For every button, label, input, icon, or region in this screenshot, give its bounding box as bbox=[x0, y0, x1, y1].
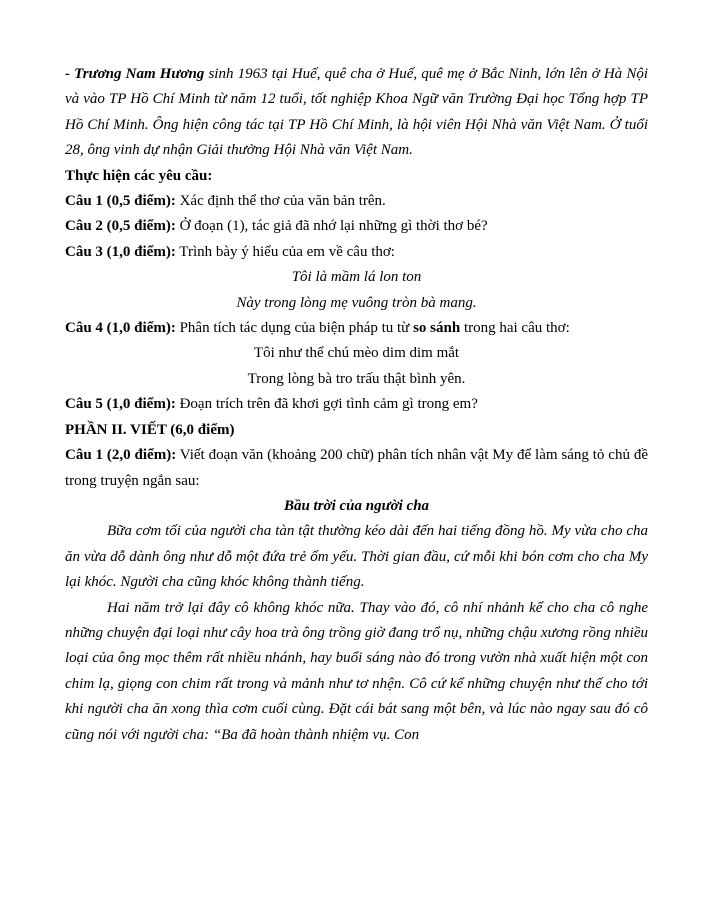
author-name: - Trương Nam Hương bbox=[65, 66, 205, 82]
writing-question-1-label: Câu 1 (2,0 điểm): bbox=[65, 447, 177, 464]
story-paragraph: Bữa cơm tối của người cha tàn tật thường kéo dài đến hai tiếng đồng hồ. My vừa cho cha ăn vừa dỗ dành ông như dỗ một đứa trẻ ốm yếu. Thời gian đầu, cứ mỗi khi bón cơm cho cha My lại khóc. Người cha cũng khóc không thành tiếng. bbox=[65, 523, 648, 591]
question-3-verse-line: Này trong lòng mẹ vuông tròn bà mang. bbox=[236, 294, 477, 311]
question-2-text: Ở đoạn (1), tác giả đã nhớ lại những gì thời thơ bé? bbox=[175, 218, 488, 235]
part-2-heading: PHẦN II. VIẾT (6,0 điểm) bbox=[65, 421, 235, 438]
question-3-verse-line: Tôi là mầm lá lon ton bbox=[291, 269, 422, 286]
author-bio-text: sinh 1963 tại Huế, quê cha ở Huế, quê mẹ ở Bắc Ninh, lớn lên ở Hà Nội và vào TP Hồ Chí Minh từ năm 12 tuổi, tốt nghiệp Khoa Ngữ văn Trường Đại học Tổng hợp TP Hồ Chí Minh. Ông hiện công tác tại TP Hồ Chí Minh, là hội viên Hội Nhà văn Việt Nam. Ở tuổi 28, ông vinh dự nhận Giải thưởng Hội Nhà văn Việt Nam. bbox=[65, 66, 648, 159]
question-3-text: Trình bày ý hiểu của em về câu thơ: bbox=[175, 243, 395, 260]
question-5-label: Câu 5 (1,0 điểm): bbox=[65, 396, 176, 413]
question-4-verse-line: Trong lòng bà tro trấu thật bình yên. bbox=[247, 370, 466, 387]
question-4-verse-line: Tôi như thể chú mèo dim dim mắt bbox=[253, 345, 460, 362]
story-title: Bầu trời của người cha bbox=[283, 497, 430, 514]
requirements-heading: Thực hiện các yêu cầu: bbox=[65, 167, 213, 184]
question-4-text-end: trong hai câu thơ: bbox=[460, 320, 570, 337]
page-content bbox=[65, 62, 648, 748]
question-4-text: Phân tích tác dụng của biện pháp tu từ bbox=[175, 320, 414, 337]
question-2 bbox=[65, 214, 648, 239]
question-2-label: Câu 2 (0,5 điểm): bbox=[65, 218, 176, 235]
question-5 bbox=[65, 392, 648, 417]
question-4-emphasis: so sánh bbox=[413, 320, 461, 337]
writing-question-1-text: Viết đoạn văn (khoảng 200 chữ) phân tích nhân vật My để làm sáng tỏ chủ đề trong truyện ngắn sau: bbox=[65, 447, 648, 489]
story-paragraph: Hai năm trở lại đây cô không khóc nữa. Thay vào đó, cô nhí nhảnh kể cho cha cô nghe những chuyện đại loại như cây hoa trà ông trồng giờ đang trổ nụ, những chậu xương rồng nhiều loại của ông mọc thêm rất nhiều nhánh, hay buổi sáng nào đó trong vườn nhà xuất hiện một con chim lạ, giọng con chim rất trong và mảnh như tơ nhện. Cô cứ kể những chuyện như thế cho tới khi người cha ăn xong thìa cơm cuối cùng. Đặt cái bát sang một bên, và lúc nào ngay sau đó cô cũng nói với người cha: “Ba đã hoàn thành nhiệm vụ. Con bbox=[65, 599, 648, 743]
question-4 bbox=[65, 316, 648, 341]
question-1 bbox=[65, 189, 648, 214]
author-bio bbox=[65, 62, 648, 164]
question-3 bbox=[65, 240, 648, 265]
question-5-text: Đoạn trích trên đã khơi gợi tình cảm gì trong em? bbox=[175, 396, 478, 413]
writing-question-1 bbox=[65, 443, 648, 494]
question-1-label: Câu 1 (0,5 điểm): bbox=[65, 193, 176, 210]
question-3-label: Câu 3 (1,0 điểm): bbox=[65, 243, 176, 260]
question-4-label: Câu 4 (1,0 điểm): bbox=[65, 320, 176, 337]
question-1-text: Xác định thể thơ của văn bản trên. bbox=[175, 193, 386, 210]
